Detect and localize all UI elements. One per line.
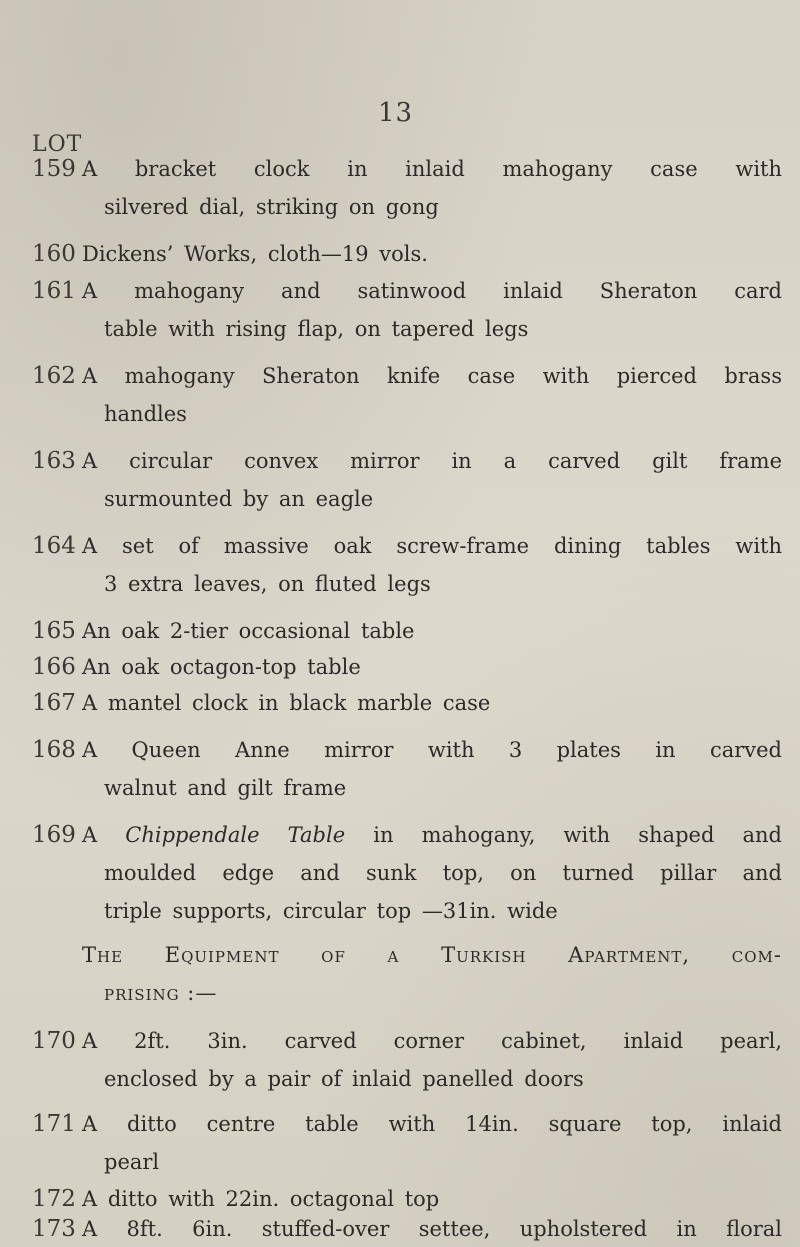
description-line: A mantel clock in black marble case (82, 691, 491, 715)
lot-number: 159 (32, 156, 76, 182)
description-line: silvered dial, striking on gong (104, 195, 439, 219)
lot-description (82, 816, 782, 930)
lot-number: 170 (32, 1028, 76, 1054)
lot-number: 164 (32, 533, 76, 559)
section-heading-line: prising :— (104, 981, 218, 1005)
section-heading (82, 936, 782, 1012)
description-line: An oak octagon-top table (82, 655, 361, 679)
description-line: table with rising flap, on tapered legs (104, 317, 529, 341)
page-number: 13 (378, 98, 414, 128)
description-line: A Queen Anne mirror with 3 plates in carved (82, 738, 782, 762)
lot-number: 165 (32, 618, 76, 644)
description-line: handles (104, 402, 187, 426)
description-line: A set of massive oak screw-frame dining tables with (82, 534, 782, 558)
description-line: triple supports, circular top —31in. wide (104, 899, 558, 923)
description-line: A ditto centre table with 14in. square top, inlaid (82, 1112, 782, 1136)
description-line: A ditto with 22in. octagonal top (82, 1187, 440, 1211)
lot-number: 160 (32, 241, 76, 267)
lot-description (82, 648, 782, 686)
lot-number: 161 (32, 278, 76, 304)
lot-number: 162 (32, 363, 76, 389)
lot-description (82, 357, 782, 433)
lot-description (82, 1105, 782, 1181)
lot-description (82, 612, 782, 650)
lot-number: 171 (32, 1111, 76, 1137)
description-line: A circular convex mirror in a carved gilt frame (82, 449, 782, 473)
lot-description (82, 272, 782, 348)
lot-column-header: LOT (32, 132, 83, 157)
description-line: A mahogany and satinwood inlaid Sheraton card (82, 279, 782, 303)
lot-number: 166 (32, 654, 76, 680)
lot-description (82, 1180, 782, 1218)
description-line: An oak 2-tier occasional table (82, 619, 415, 643)
lot-description (82, 235, 782, 273)
lot-description (82, 1022, 782, 1098)
section-heading-line: The Equipment of a Turkish Apartment, com- (82, 943, 782, 967)
lot-number: 167 (32, 690, 76, 716)
description-line: A mahogany Sheraton knife case with pierced brass (82, 364, 782, 388)
lot-number: 173 (32, 1216, 76, 1242)
description-line: enclosed by a pair of inlaid panelled doors (104, 1067, 584, 1091)
lot-description (82, 527, 782, 603)
lot-description (82, 150, 782, 226)
lot-description (82, 1214, 782, 1244)
description-line: walnut and gilt frame (104, 776, 347, 800)
lot-description (82, 684, 782, 722)
description-lead: A (82, 823, 98, 847)
description-line: 3 extra leaves, on fluted legs (104, 572, 431, 596)
description-line: A 8ft. 6in. stuffed-over settee, upholstered in floral (82, 1217, 782, 1241)
lot-number: 169 (32, 822, 76, 848)
description-line: moulded edge and sunk top, on turned pillar and (104, 861, 782, 885)
lot-number: 163 (32, 448, 76, 474)
description-line: A bracket clock in inlaid mahogany case with (82, 157, 782, 181)
description-line: surmounted by an eagle (104, 487, 374, 511)
description-text: in mahogany, with shaped and (345, 823, 782, 847)
item-title: Chippendale Table (125, 823, 346, 847)
description-line: pearl (104, 1150, 160, 1174)
description-line: Dickens’ Works, cloth—19 vols. (82, 242, 428, 266)
description-line: A 2ft. 3in. carved corner cabinet, inlaid pearl, (82, 1029, 782, 1053)
description-line (82, 816, 782, 854)
lot-number: 168 (32, 737, 76, 763)
lot-description (82, 442, 782, 518)
lot-number: 172 (32, 1186, 76, 1212)
lot-description (82, 731, 782, 807)
